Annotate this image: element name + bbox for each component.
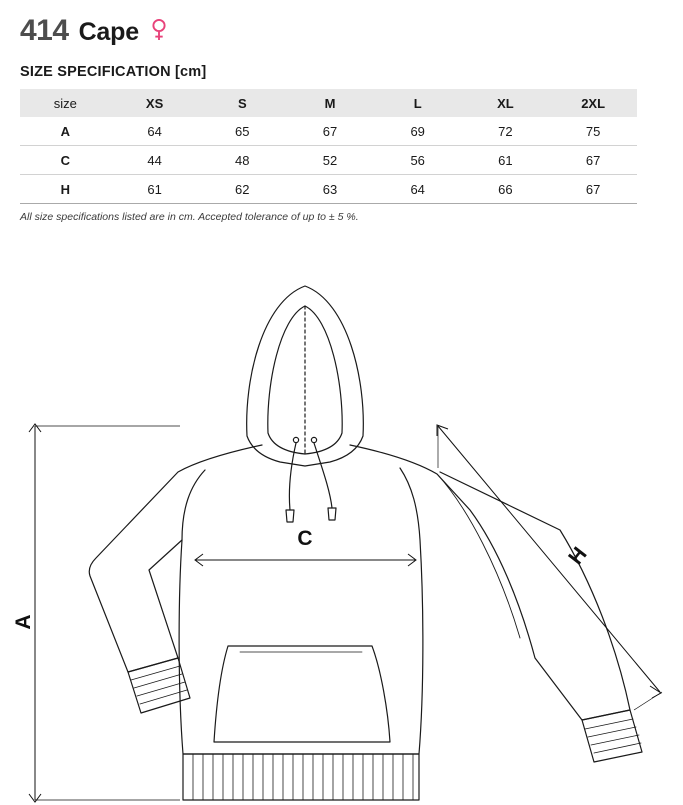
table-header-row	[20, 89, 637, 117]
eyelet-left	[293, 437, 298, 442]
aglet-left	[286, 510, 294, 522]
dimension-label-a: A	[12, 614, 35, 630]
table-cell: 64	[111, 117, 199, 146]
table-column-header: 2XL	[549, 89, 637, 117]
table-row	[20, 175, 637, 204]
dimension-labels	[12, 527, 592, 630]
female-gender-icon	[151, 18, 167, 42]
bottom-hem	[183, 754, 419, 800]
table-column-header: S	[198, 89, 286, 117]
dimension-line-h	[438, 426, 660, 692]
table-cell: 69	[374, 117, 462, 146]
table-column-header: L	[374, 89, 462, 117]
table-cell: 56	[374, 146, 462, 175]
table-column-header: XL	[462, 89, 550, 117]
table-cell: 61	[111, 175, 199, 204]
table-row	[20, 146, 637, 175]
right-sleeve-outline	[350, 445, 630, 720]
garment-technical-drawing	[0, 240, 683, 805]
product-code: 414	[20, 14, 69, 47]
size-specification-heading	[16, 64, 667, 80]
table-cell: 62	[198, 175, 286, 204]
table-cell: 64	[374, 175, 462, 204]
table-cell: 61	[462, 146, 550, 175]
table-cell: 63	[286, 175, 374, 204]
product-name: Cape	[78, 18, 139, 46]
table-row-label: A	[20, 117, 111, 146]
kangaroo-pocket	[214, 646, 390, 742]
table-cell: 66	[462, 175, 550, 204]
table-column-header: XS	[111, 89, 199, 117]
product-title	[16, 0, 667, 48]
drawstring-right	[314, 443, 332, 508]
spec-title-text: SIZE SPECIFICATION	[20, 64, 171, 80]
aglet-right	[328, 508, 336, 520]
table-cell: 75	[549, 117, 637, 146]
table-row-label: C	[20, 146, 111, 175]
table-cell: 48	[198, 146, 286, 175]
table-row-label: H	[20, 175, 111, 204]
right-sleeve-seam	[437, 474, 520, 638]
table-column-header: M	[286, 89, 374, 117]
spec-unit-text: [cm]	[175, 64, 207, 80]
table-cell: 67	[549, 175, 637, 204]
eyelet-right	[311, 437, 316, 442]
table-cell: 72	[462, 117, 550, 146]
left-cuff-ribbing	[131, 666, 187, 704]
dimension-label-c: C	[297, 527, 313, 550]
table-cell: 67	[549, 146, 637, 175]
tolerance-note: All size specifications listed are in cm. Accepted tolerance of up to ± 5 %.	[20, 211, 359, 223]
dimension-label-h: H	[564, 542, 592, 570]
table-cell: 44	[111, 146, 199, 175]
table-row	[20, 117, 637, 146]
body-left-shoulder	[182, 470, 205, 540]
table-corner-label: size	[20, 89, 111, 117]
bottom-hem-ribbing	[193, 754, 413, 800]
size-specification-table	[20, 89, 637, 204]
right-cuff-ribbing	[585, 719, 641, 753]
extension-h-bottom	[634, 692, 662, 710]
left-sleeve-outline	[89, 445, 262, 672]
table-cell: 52	[286, 146, 374, 175]
table-cell: 65	[198, 117, 286, 146]
table-cell: 67	[286, 117, 374, 146]
